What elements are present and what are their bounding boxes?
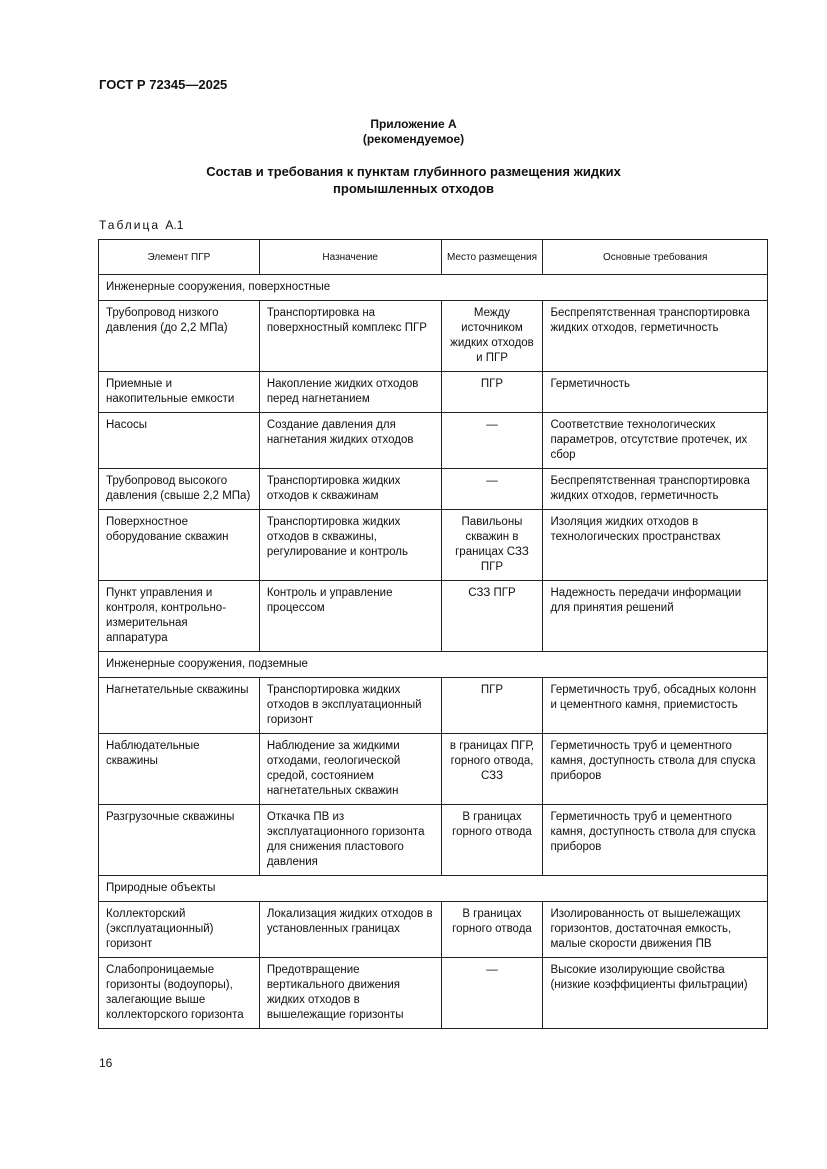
cell-requirements: Изоляция жидких отходов в технологических пространствах — [543, 510, 768, 581]
cell-location: СЗЗ ПГР — [441, 581, 543, 652]
cell-element: Насосы — [99, 413, 260, 469]
cell-purpose: Локализация жидких отходов в установленных границах — [259, 902, 441, 958]
cell-requirements: Надежность передачи информации для принятия решений — [543, 581, 768, 652]
section-title: Инженерные сооружения, поверхностные — [99, 275, 768, 301]
cell-location: ПГР — [441, 678, 543, 734]
table-row — [99, 805, 768, 876]
table-header-row — [99, 240, 768, 275]
cell-location: — — [441, 469, 543, 510]
cell-requirements: Герметичность труб и цементного камня, доступность ствола для спуска приборов — [543, 734, 768, 805]
cell-location: в границах ПГР, горного отвода, СЗЗ — [441, 734, 543, 805]
page-number: 16 — [99, 1056, 113, 1070]
page-title — [0, 163, 827, 197]
cell-purpose: Транспортировка жидких отходов в скважины, регулирование и контроль — [259, 510, 441, 581]
table-row — [99, 958, 768, 1029]
cell-requirements: Герметичность труб, обсадных колонн и цементного камня, приемистость — [543, 678, 768, 734]
column-header: Элемент ПГР — [99, 240, 260, 275]
table-caption-number: А.1 — [165, 218, 184, 232]
column-header: Место размещения — [441, 240, 543, 275]
cell-element: Поверхностное оборудование скважин — [99, 510, 260, 581]
table-row — [99, 413, 768, 469]
cell-purpose: Наблюдение за жидкими отходами, геологической средой, состоянием нагнетательных скважин — [259, 734, 441, 805]
table-row — [99, 581, 768, 652]
cell-location: Между источником жидких отходов и ПГР — [441, 301, 543, 372]
cell-element: Приемные и накопительные емкости — [99, 372, 260, 413]
column-header: Назначение — [259, 240, 441, 275]
cell-requirements: Беспрепятственная транспортировка жидких отходов, герметичность — [543, 469, 768, 510]
section-title: Природные объекты — [99, 876, 768, 902]
table-row — [99, 469, 768, 510]
section-title: Инженерные сооружения, подземные — [99, 652, 768, 678]
cell-purpose: Создание давления для нагнетания жидких отходов — [259, 413, 441, 469]
cell-requirements: Герметичность труб и цементного камня, доступность ствола для спуска приборов — [543, 805, 768, 876]
cell-purpose: Транспортировка на поверхностный комплекс ПГР — [259, 301, 441, 372]
annex-title: Приложение А — [370, 117, 457, 131]
table-row — [99, 301, 768, 372]
cell-purpose: Контроль и управление процессом — [259, 581, 441, 652]
section-row — [99, 275, 768, 301]
cell-purpose: Транспортировка жидких отходов к скважинам — [259, 469, 441, 510]
cell-element: Пункт управления и контроля, контрольно-измерительная аппаратура — [99, 581, 260, 652]
table-row — [99, 902, 768, 958]
cell-element: Трубопровод низкого давления (до 2,2 МПа) — [99, 301, 260, 372]
cell-location: — — [441, 958, 543, 1029]
cell-element: Разгрузочные скважины — [99, 805, 260, 876]
cell-location: Павильоны скважин в границах СЗЗ ПГР — [441, 510, 543, 581]
table-row — [99, 510, 768, 581]
page-title-line-1: Состав и требования к пунктам глубинного размещения жидких — [206, 164, 621, 179]
cell-location: ПГР — [441, 372, 543, 413]
cell-element: Слабопроницаемые горизонты (водоупоры), залегающие выше коллекторского горизонта — [99, 958, 260, 1029]
table-row — [99, 734, 768, 805]
section-row — [99, 652, 768, 678]
page-title-line-2: промышленных отходов — [333, 181, 494, 196]
table-row — [99, 678, 768, 734]
cell-requirements: Герметичность — [543, 372, 768, 413]
cell-element: Коллекторский (эксплуатационный) горизонт — [99, 902, 260, 958]
table-caption-word: Таблица — [99, 218, 161, 232]
annex-heading — [0, 117, 827, 147]
cell-element: Наблюдательные скважины — [99, 734, 260, 805]
cell-requirements: Соответствие технологических параметров, отсутствие протечек, их сбор — [543, 413, 768, 469]
column-header: Основные требования — [543, 240, 768, 275]
requirements-table — [98, 239, 768, 1029]
table-caption — [99, 218, 183, 232]
cell-location: В границах горного отвода — [441, 902, 543, 958]
cell-element: Нагнетательные скважины — [99, 678, 260, 734]
section-row — [99, 876, 768, 902]
cell-purpose: Откачка ПВ из эксплуатационного горизонта для снижения пластового давления — [259, 805, 441, 876]
cell-purpose: Транспортировка жидких отходов в эксплуатационный горизонт — [259, 678, 441, 734]
cell-element: Трубопровод высокого давления (свыше 2,2 МПа) — [99, 469, 260, 510]
table-row — [99, 372, 768, 413]
cell-location: В границах горного отвода — [441, 805, 543, 876]
cell-purpose: Накопление жидких отходов перед нагнетанием — [259, 372, 441, 413]
cell-purpose: Предотвращение вертикального движения жидких отходов в вышележащие горизонты — [259, 958, 441, 1029]
annex-status: (рекомендуемое) — [362, 132, 465, 146]
document-id: ГОСТ Р 72345—2025 — [99, 77, 228, 92]
cell-requirements: Беспрепятственная транспортировка жидких отходов, герметичность — [543, 301, 768, 372]
cell-location: — — [441, 413, 543, 469]
cell-requirements: Высокие изолирующие свойства (низкие коэффициенты фильтрации) — [543, 958, 768, 1029]
cell-requirements: Изолированность от вышележащих горизонтов, достаточная емкость, малые скорости движения ПВ — [543, 902, 768, 958]
